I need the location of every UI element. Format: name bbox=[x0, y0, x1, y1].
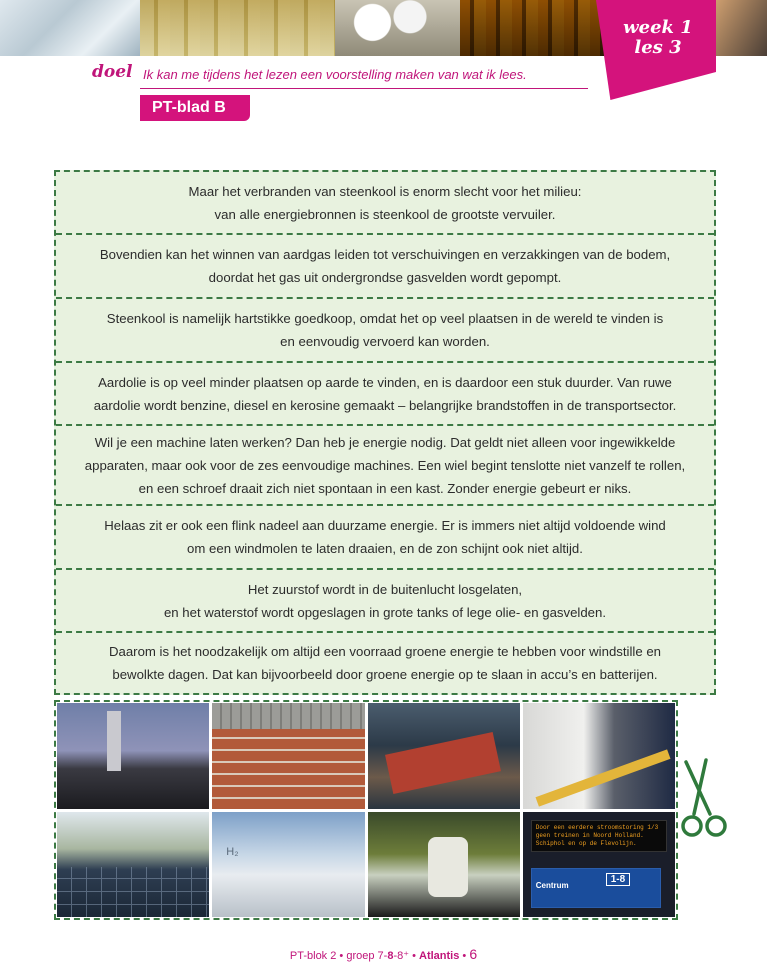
photo-cargo-ship bbox=[368, 703, 520, 809]
doel-text: Ik kan me tijdens het lezen een voorstelling maken van wat ik lees. bbox=[143, 67, 527, 82]
lesson-number: les 3 bbox=[634, 37, 682, 58]
board-number: 1-8 bbox=[606, 873, 630, 886]
week-label bbox=[620, 18, 696, 58]
footer-atlantis: Atlantis bbox=[419, 950, 460, 962]
photo-solar-panels bbox=[57, 812, 209, 918]
strip-line: Daarom is het noodzakelijk om altijd een voorraad groene energie te hebben voor windstille en bbox=[108, 644, 661, 659]
week-number: week 1 bbox=[623, 17, 693, 38]
text-strip bbox=[56, 426, 714, 504]
strip-line: en het waterstof wordt opgeslagen in grote tanks of lege olie- en gasvelden. bbox=[163, 604, 607, 620]
scissors-icon bbox=[680, 758, 730, 844]
text-strip bbox=[56, 235, 714, 297]
text-strip bbox=[56, 172, 714, 233]
strip-line: doordat het gas uit ondergrondse gasvelden wordt gepompt. bbox=[208, 270, 562, 285]
text-strips bbox=[54, 170, 716, 695]
text-strip bbox=[56, 363, 714, 424]
photo-coal-power-plant bbox=[57, 703, 209, 809]
banner-photo-machinery bbox=[460, 0, 610, 56]
strip-line: Steenkool is namelijk hartstikke goedkoop, omdat het op veel plaatsen in de wereld te vinden is bbox=[106, 311, 664, 326]
strip-line: Bovendien kan het winnen van aardgas leiden tot verschuivingen en verzakkingen van de bodem, bbox=[99, 247, 671, 262]
strip-line: om een windmolen te laten draaien, en de zon schijnt ook niet altijd. bbox=[187, 541, 583, 556]
footer-groep-prefix: groep 7- bbox=[346, 950, 388, 962]
strip-line: en eenvoudig vervoerd kan worden. bbox=[280, 334, 490, 349]
footer-groep bbox=[346, 950, 409, 962]
departure-sign: Door een eerdere stroomstoring 1/3 geen treinen in Noord Holland. Schiphol en op de Flevolijn. bbox=[531, 820, 667, 852]
photo-station-display bbox=[523, 812, 675, 918]
strip-line: Wil je een machine laten werken? Dan heb je energie nodig. Dat geldt niet alleen voor ingewikkelde bbox=[94, 434, 676, 450]
banner-photo-smoke bbox=[335, 0, 460, 56]
doel-label: doel bbox=[92, 62, 133, 82]
strip-line: aardolie wordt benzine, diesel en kerosine gemaakt – belangrijke brandstoffen in de transportsector. bbox=[93, 397, 677, 413]
strip-line: en een schroef draait zich niet spontaan in een kast. Zonder energie gebeurt er niks. bbox=[138, 480, 632, 496]
strip-line: apparaten, maar ook voor de zes eenvoudige machines. Een wiel begint tenslotte niet vanzelf te rollen, bbox=[84, 457, 686, 473]
board-label: Centrum bbox=[535, 880, 569, 890]
footer-groep-suffix: -8⁺ bbox=[393, 950, 410, 962]
text-strip bbox=[56, 299, 714, 361]
photo-charging-station bbox=[368, 812, 520, 918]
strip-line: Helaas zit er ook een flink nadeel aan duurzame energie. Er is immers niet altijd voldoende wind bbox=[104, 518, 666, 533]
footer-groep-bold: 8 bbox=[387, 950, 394, 962]
strip-line: Maar het verbranden van steenkool is enorm slecht voor het milieu: bbox=[188, 183, 582, 199]
strip-line: van alle energiebronnen is steenkool de grootste vervuiler. bbox=[214, 206, 556, 222]
strip-line: Aardolie is op veel minder plaatsen op aarde te vinden, en is daardoor een stuk duurder. Van ruwe bbox=[98, 374, 672, 390]
page-footer: PT-blok 2 • groep 7-8-8⁺ • Atlantis • 6 bbox=[289, 946, 478, 962]
strip-line: Het zuurstof wordt in de buitenlucht losgelaten, bbox=[247, 581, 523, 597]
text-strip bbox=[56, 633, 714, 693]
strip-line: bewolkte dagen. Dat kan bijvoorbeeld door groene energie op te slaan in accu’s en batterijen. bbox=[112, 667, 658, 682]
footer-blok: PT-blok 2 bbox=[289, 950, 337, 962]
photo-cracked-wall bbox=[212, 703, 364, 809]
photo-grid bbox=[54, 700, 678, 920]
station-board bbox=[531, 868, 661, 908]
page-number: 6 bbox=[469, 946, 478, 962]
photo-fuel-tanker bbox=[523, 703, 675, 809]
pt-blad-badge: PT-blad B bbox=[140, 95, 250, 121]
banner-photo-factory bbox=[140, 0, 335, 56]
text-strip bbox=[56, 570, 714, 631]
doel-underline bbox=[140, 88, 588, 89]
banner-photo-lab bbox=[0, 0, 140, 56]
photo-hydrogen-tanks bbox=[212, 812, 364, 918]
text-strip bbox=[56, 506, 714, 568]
